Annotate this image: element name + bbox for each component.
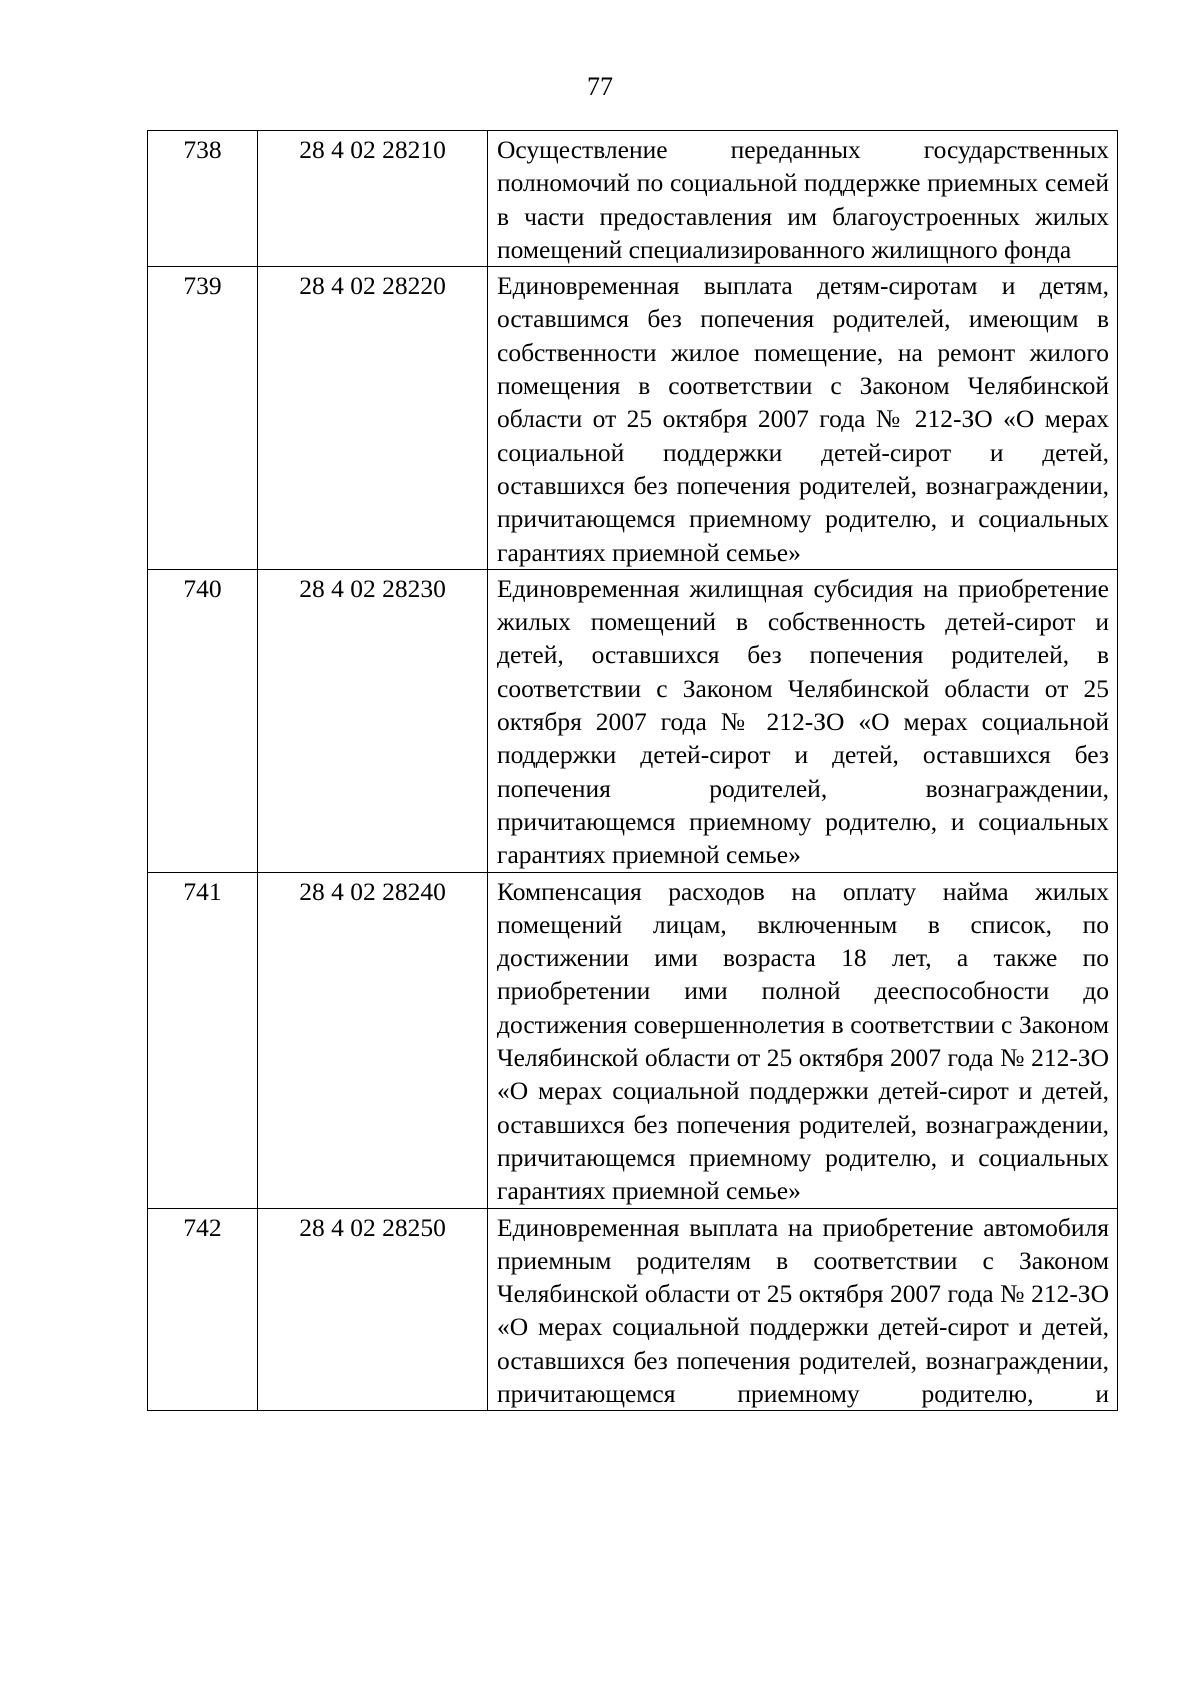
row-number: 739 — [148, 267, 258, 570]
budget-classification-table — [147, 130, 1118, 1411]
table-row — [148, 267, 1118, 570]
target-article-code: 28 4 02 28220 — [258, 267, 488, 570]
target-article-code: 28 4 02 28230 — [258, 569, 488, 872]
expenditure-description: Компенсация расходов на оплату найма жилых помещений лицам, включенным в список, по достижении ими возраста 18 лет, а также по приобретении ими полной дееспособности до достижения совершеннолетия в соответствии с Законом Челябинской области от 25 октября 2007 года № 212-ЗО «О мерах социальной поддержки детей-сирот и детей, оставшихся без попечения родителей, вознаграждении, причитающемся приемному родителю, и социальных гарантиях приемной семье» — [488, 872, 1118, 1208]
expenditure-description: Единовременная выплата детям-сиротам и детям, оставшимся без попечения родителей, имеющим в собственности жилое помещение, на ремонт жилого помещения в соответствии с Законом Челябинской области от 25 октября 2007 года № 212-ЗО «О мерах социальной поддержки детей-сирот и детей, оставшихся без попечения родителей, вознаграждении, причитающемся приемному родителю, и социальных гарантиях приемной семье» — [488, 267, 1118, 570]
row-number: 740 — [148, 569, 258, 872]
target-article-code: 28 4 02 28250 — [258, 1208, 488, 1411]
row-number: 741 — [148, 872, 258, 1208]
table-row — [148, 569, 1118, 872]
expenditure-description: Единовременная выплата на приобретение автомобиля приемным родителям в соответствии с Законом Челябинской области от 25 октября 2007 года № 212-ЗО «О мерах социальной поддержки детей-сирот и детей, оставшихся без попечения родителей, вознаграждении, причитающемся приемному родителю, и — [488, 1208, 1118, 1411]
row-number: 742 — [148, 1208, 258, 1411]
row-number: 738 — [148, 131, 258, 267]
table-row — [148, 1208, 1118, 1411]
table-row — [148, 131, 1118, 267]
expenditure-description: Осуществление переданных государственных полномочий по социальной поддержке приемных семей в части предоставления им благоустроенных жилых помещений специализированного жилищного фонда — [488, 131, 1118, 267]
table-row — [148, 872, 1118, 1208]
target-article-code: 28 4 02 28240 — [258, 872, 488, 1208]
expenditure-description: Единовременная жилищная субсидия на приобретение жилых помещений в собственность детей-сирот и детей, оставшихся без попечения родителей, в соответствии с Законом Челябинской области от 25 октября 2007 года № 212-ЗО «О мерах социальной поддержки детей-сирот и детей, оставшихся без попечения родителей, вознаграждении, причитающемся приемному родителю, и социальных гарантиях приемной семье» — [488, 569, 1118, 872]
page-number: 77 — [587, 72, 613, 101]
target-article-code: 28 4 02 28210 — [258, 131, 488, 267]
